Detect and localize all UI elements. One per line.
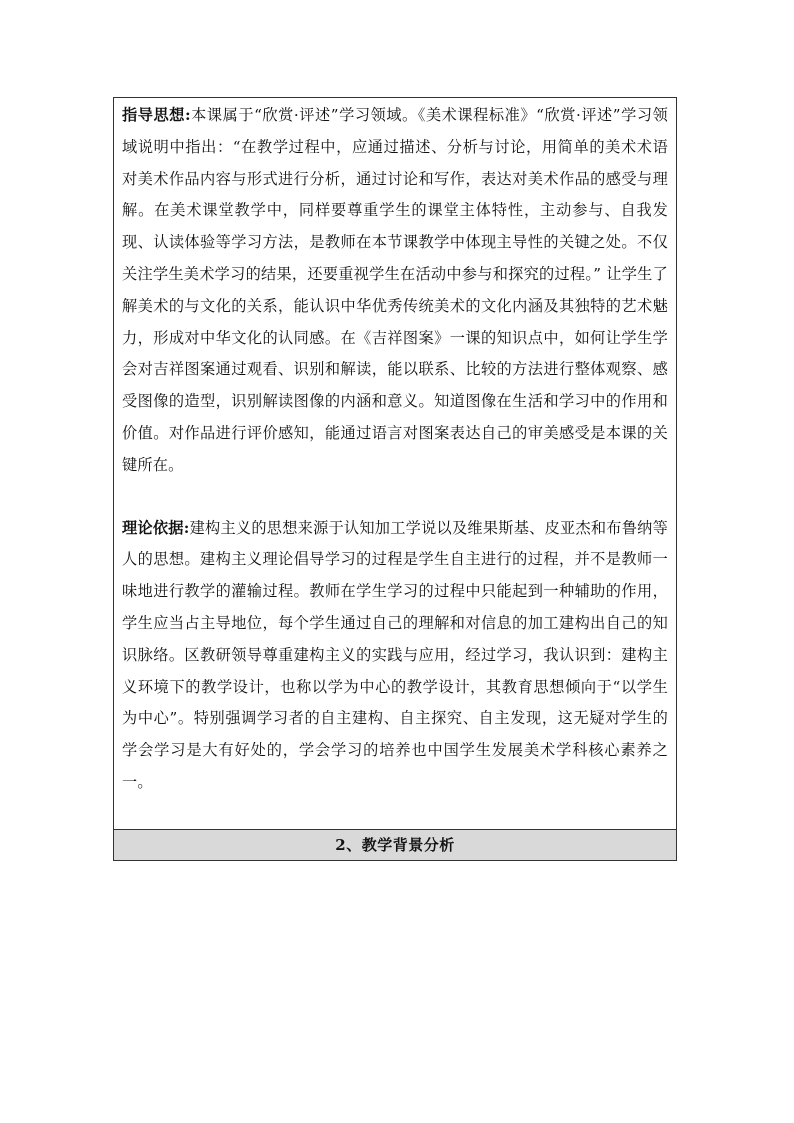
theory-basis-text: 建构主义的思想来源于认知加工学说以及维果斯基、皮亚杰和布鲁纳等人的思想。建构主义理论倡导学习的过程是学生自主进行的过程，并不是教师一味地进行教学的灌输过程。教师在学生学习的过程中只能起到一种辅助的作用，学生应当占主导地位，每个学生通过自己的理解和对信息的加工建构出自己的知识脉络。区教研领导尊重建构主义的实践与应用，经过学习，我认识到：建构主义环境下的教学设计，也称以学为中心的教学设计，其教育思想倾向于“以学生为中心”。特别强调学习者的自主建构、自主探究、自主发现，这无疑对学生的学会学习是大有好处的，学会学习的培养也中国学生发展美术学科核心素养之一。 bbox=[122, 518, 668, 791]
guiding-thought-paragraph bbox=[122, 100, 668, 482]
guiding-thought-label: 指导思想: bbox=[122, 106, 191, 124]
section-header: 2、教学背景分析 bbox=[114, 829, 676, 860]
document-table bbox=[113, 97, 677, 861]
theory-basis-paragraph bbox=[122, 513, 668, 799]
theory-basis-label: 理论依据: bbox=[122, 518, 190, 537]
content-cell bbox=[114, 98, 676, 829]
guiding-thought-text: 本课属于“欣赏·评述”学习领域。《美术课程标准》“欣赏·评述”学习领域说明中指出：“在教学过程中，应通过描述、分析与讨论，用简单的美术术语对美术作品内容与形式进行分析，通过讨论和写作，表达对美术作品的感受与理解。在美术课堂教学中，同样要尊重学生的课堂主体特性，主动参与、自我发现、认读体验等学习方法，是教师在本节课教学中体现主导性的关键之处。不仅关注学生美术学习的结果，还要重视学生在活动中参与和探究的过程。” 让学生了解美术的与文化的关系，能认识中华优秀传统美术的文化内涵及其独特的艺术魅力，形成对中华文化的认同感。在《吉祥图案》一课的知识点中，如何让学生学会对吉祥图案通过观看、识别和解读，能以联系、比较的方法进行整体观察、感受图像的造型，识别解读图像的内涵和意义。知道图像在生活和学习中的作用和价值。对作品进行评价感知，能通过语言对图案表达自己的审美感受是本课的关键所在。 bbox=[122, 106, 668, 474]
